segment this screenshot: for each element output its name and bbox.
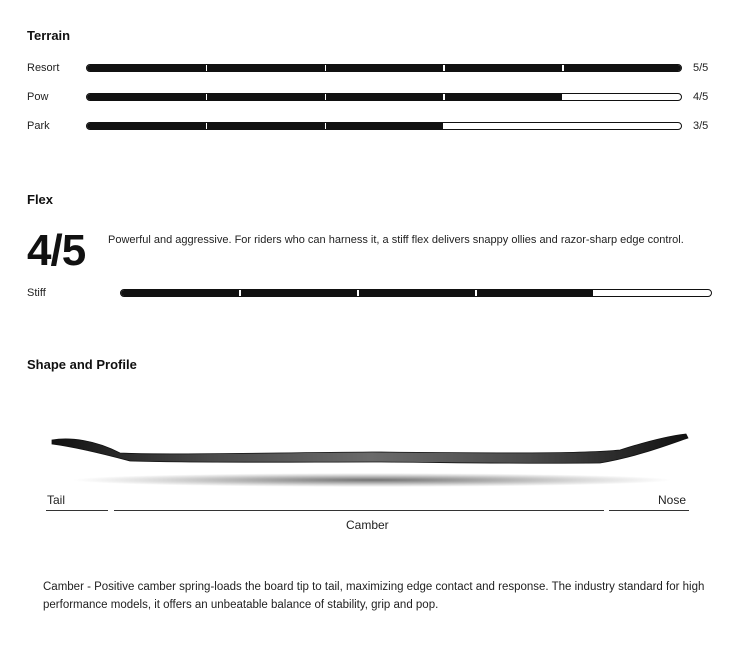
profile-description: Camber - Positive camber spring-loads the board tip to tail, maximizing edge contact and response. The industry standard for high performance models, it offers an unbeatable balance of stability, grip and pop. (43, 581, 705, 611)
bar-segment-tick (325, 65, 327, 71)
camber-divider (114, 510, 604, 511)
terrain-rating-bar (86, 122, 682, 130)
terrain-rating-bar (86, 64, 682, 72)
board-shape (52, 434, 688, 463)
profile-type-label: Camber (346, 518, 389, 532)
bar-segment-tick (562, 65, 564, 71)
flex-rating: 4/5 (27, 226, 86, 275)
bar-segment-tick (325, 123, 327, 129)
shape-title: Shape and Profile (27, 357, 137, 372)
bar-fill (87, 123, 443, 129)
terrain-row-score: 5/5 (693, 62, 709, 74)
terrain-title: Terrain (27, 28, 71, 43)
bar-segment-tick (443, 65, 445, 71)
terrain-row-score: 4/5 (693, 91, 709, 103)
bar-segment-tick (325, 94, 327, 100)
flex-title: Flex (27, 192, 54, 207)
tail-label: Tail (47, 493, 66, 507)
bar-fill (87, 65, 681, 71)
terrain-rating-bar (86, 93, 682, 101)
board-shadow (72, 473, 672, 487)
terrain-row-label: Park (27, 120, 50, 132)
terrain-row-score: 3/5 (693, 120, 709, 132)
terrain-row-label: Resort (27, 62, 60, 74)
flex-bar-label: Stiff (27, 287, 46, 299)
bar-segment-tick (206, 65, 208, 71)
flex-rating-bar (120, 289, 712, 297)
bar-segment-tick (206, 94, 208, 100)
bar-segment-tick (206, 123, 208, 129)
bar-segment-tick (239, 290, 241, 296)
bar-segment-tick (475, 290, 477, 296)
nose-label: Nose (658, 493, 687, 507)
tail-divider (46, 510, 108, 511)
snowboard-profile-image (0, 420, 744, 495)
bar-segment-tick (357, 290, 359, 296)
bar-segment-tick (443, 94, 445, 100)
terrain-row-label: Pow (27, 91, 49, 103)
flex-description: Powerful and aggressive. For riders who can harness it, a stiff flex delivers snappy ollies and razor-sharp edge control. (108, 234, 684, 246)
nose-divider (609, 510, 689, 511)
